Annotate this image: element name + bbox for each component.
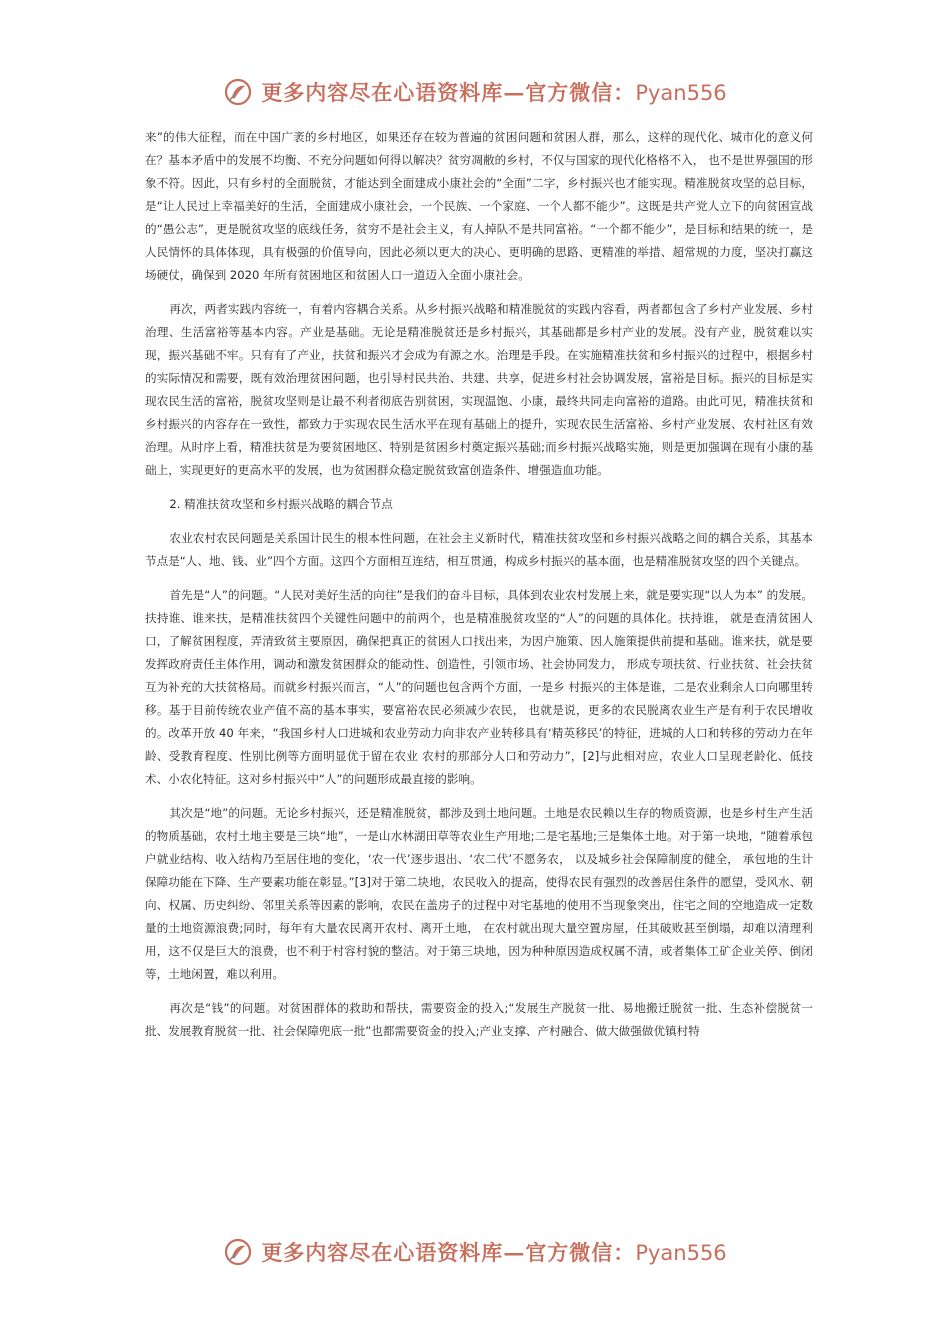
watermark-brand: 更多内容尽在心语资料库: [261, 1240, 504, 1265]
watermark-brand: 更多内容尽在心语资料库: [261, 80, 504, 105]
paragraph: 首先是“人”的问题。“人民对美好生活的向往”是我们的奋斗目标，具体到农业农村发展上来，就是要实现“以人为本” 的发展。扶持谁、谁来扶，是精准扶贫四个关键性问题中的前两个，也是精准脱贫攻坚的“人”的问题的具体化。扶持谁， 就是查清贫困人口，了解贫困程度，弄清致贫主要原因，确保把真正的贫困人口找出来，为因户施策、因人施策提供前提和基础。谁来扶，就是要发挥政府责任主体作用，调动和激发贫困群众的能动性、创造性，引领市场、社会协同发力， 形成专项扶贫、行业扶贫、社会扶贫互为补充的大扶贫格局。而就乡村振兴而言，“人”的问题也包含两个方面，一是乡 村振兴的主体是谁，二是农业剩余人口向哪里转移。基于目前传统农业产值不高的基本事实，要富裕农民必须减少农民， 也就是说，更多的农民脱离农业生产是有利于农民增收的。改革开放 40 年来，“我国乡村人口进城和农业劳动力向非农产业转移具有‘精英移民’的特征，进城的人口和转移的劳动力在年龄、受教育程度、性别比例等方面明显优于留在农业 农村的那部分人口和劳动力”，[2]与此相对应，农业人口呈现老龄化、低技术、小农化特征。这对乡村振兴中“人”的问题形成最直接的影响。: [145, 588, 813, 786]
footer-watermark-banner: [0, 1232, 950, 1272]
paragraph-continuation: 来”的伟大征程，而在中国广袤的乡村地区，如果还存在较为普遍的贫困问题和贫困人群，那么，这样的现代化、城市化的意义何在？基本矛盾中的发展不均衡、不充分问题如何得以解决？贫穷凋敝的乡村，不仅与国家的现代化格格不入， 也不是世界强国的形象不符。因此，只有乡村的全面脱贫，才能达到全面建成小康社会的“全面”二字，乡村振兴也才能实现。精准脱贫攻坚的总目标，是“让人民过上幸福美好的生活，全面建成小康社会，一个民族、一个家庭、一个人都不能少”。这既是共产党人立下的向贫困宣战的“愚公志”，更是脱贫攻坚的底线任务，贫穷不是社会主义，有人掉队不是共同富裕。“一个都不能少”，是目标和结果的统一，是人民情怀的具体体现，具有极强的价值导向，因此必须以更大的决心、更明确的思路、更精准的举措、超常规的力度，坚决打赢这场硬仗，确保到 2020 年所有贫困地区和贫困人口一道迈入全面小康社会。: [145, 130, 813, 282]
watermark-account: Pyan556: [635, 81, 727, 105]
section-heading: 2. 精准扶贫攻坚和乡村振兴战略的耦合节点: [169, 497, 393, 511]
watermark-text: [261, 77, 726, 107]
watermark-account: Pyan556: [635, 1241, 727, 1265]
watermark-text: [261, 1237, 726, 1267]
paragraph: 再次，两者实践内容统一，有着内容耦合关系。从乡村振兴战略和精准脱贫的实践内容看，两者都包含了乡村产业发展、乡村治理、生活富裕等基本内容。产业是基础。无论是精准脱贫还是乡村振兴，其基础都是乡村产业的发展。没有产业，脱贫难以实现，振兴基础不牢。只有有了产业，扶贫和振兴才会成为有源之水。治理是手段。在实施精准扶贫和乡村振兴的过程中，根据乡村的实际情况和需要，既有效治理贫困问题，也引导村民共治、共建、共享，促进乡村社会协调发展，富裕是目标。振兴的目标是实现农民生活的富裕，脱贫攻坚则是让最不利者彻底告别贫困，实现温饱、小康，最终共同走向富裕的道路。由此可见，精准扶贫和乡村振兴的内容存在一致性，都致力于实现农民生活水平在现有基础上的提升，实现农民生活富裕、乡村产业发展、农村社区有效治理。从时序上看，精准扶贫是为要贫困地区、特别是贫困乡村奠定振兴基础;而乡村振兴战略实施，则是更加强调在现有小康的基础上，实现更好的更高水平的发展，也为贫困群众稳定脱贫致富创造条件、增强造血功能。: [145, 302, 813, 477]
watermark-separator: —: [503, 80, 526, 105]
brand-logo-icon: [223, 1237, 253, 1267]
document-body: [145, 126, 813, 1054]
paragraph: 再次是“钱”的问题。对贫困群体的救助和帮扶，需要资金的投入;“发展生产脱贫一批、易地搬迁脱贫一批、生态补偿脱贫一批、发展教育脱贫一批、社会保障兜底一批”也都需要资金的投入;产业支撑、产村融合、做大做强做优镇村特: [145, 1001, 813, 1038]
header-watermark-banner: [0, 72, 950, 112]
brand-logo-icon: [223, 77, 253, 107]
paragraph: 其次是“地”的问题。无论乡村振兴，还是精准脱贫，都涉及到土地问题。土地是农民赖以生存的物质资源，也是乡村生产生活的物质基础，农村土地主要是三块“地”，一是山水林湖田草等农业生产用地;二是宅基地;三是集体土地。对于第一块地，“随着承包户就业结构、收入结构乃至居住地的变化，‘农一代’逐步退出、‘农二代’不愿务农， 以及城乡社会保障制度的健全， 承包地的生计保障功能在下降、生产要素功能在彰显。”[3]对于第二块地，农民收入的提高，使得农民有强烈的改善居住条件的愿望，受风水、朝向、权属、历史纠纷、邻里关系等因素的影响，农民在盖房子的过程中对宅基地的使用不当现象突出，住宅之间的空地造成一定数量的土地资源浪费;同时，每年有大量农民离开农村、离开土地， 在农村就出现大量空置房屋，任其破败甚至倒塌，却难以清理利用，这不仅是巨大的浪费，也不利于村容村貌的整洁。对于第三块地，因为种种原因造成权属不清，或者集体工矿企业关停、倒闭等，土地闲置，难以利用。: [145, 806, 813, 981]
paragraph: 农业农村农民问题是关系国计民生的根本性问题，在社会主义新时代，精准扶贫攻坚和乡村振兴战略之间的耦合关系，其基本节点是“人、地、钱、业”四个方面。这四个方面相互连结，相互贯通，构成乡村振兴的基本面，也是精准脱贫攻坚的四个关键点。: [145, 531, 813, 568]
watermark-separator: —: [503, 1240, 526, 1265]
watermark-official-label: 官方微信：: [525, 80, 636, 105]
watermark-official-label: 官方微信：: [525, 1240, 636, 1265]
